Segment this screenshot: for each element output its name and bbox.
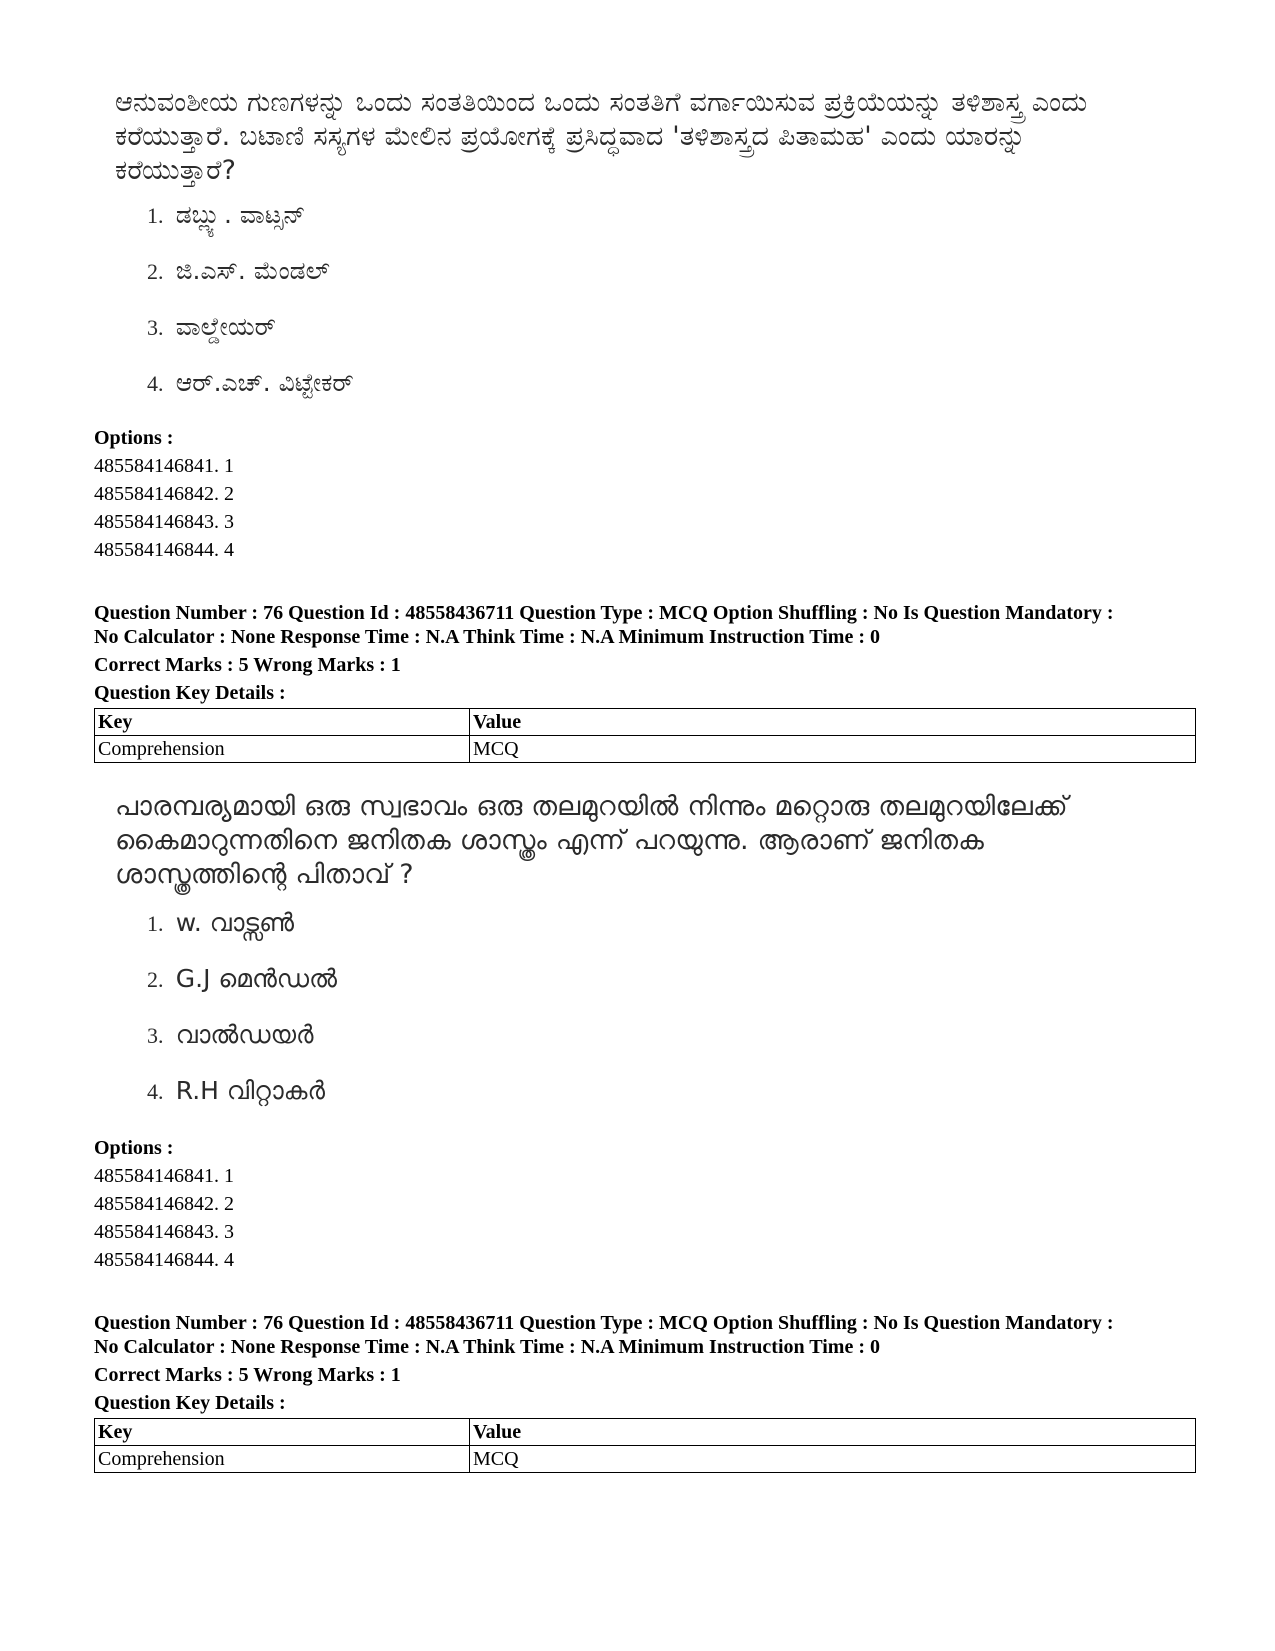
choice-text: w. വാട്സൺ bbox=[175, 908, 295, 937]
choice-number: 4. bbox=[147, 1079, 164, 1104]
table-cell-key: Comprehension bbox=[95, 1446, 470, 1473]
question-2-text: പാരമ്പര്യമായി ഒരു സ്വഭാവം ഒരു തലമുറയിൽ നിന്നും മറ്റൊരു തലമുറയിലേക്ക് കൈമാറുന്നതിനെ ജനിതക ശാസ്ത്രം എന്ന് പറയുന്നു. ആരാണ് ജനിതക ശാസ്ത്രത്തിന്റെ പിതാവ് ? bbox=[115, 791, 1068, 890]
question-2-choice-4 bbox=[147, 1076, 325, 1107]
key-details-label: Question Key Details : bbox=[94, 682, 286, 704]
option-item: 485584146842. 2 bbox=[94, 1193, 234, 1215]
question-1-choice-3 bbox=[147, 312, 276, 343]
choice-number: 3. bbox=[147, 1023, 164, 1048]
option-item: 485584146843. 3 bbox=[94, 1221, 234, 1243]
options-label: Options : bbox=[94, 427, 174, 449]
key-details-table bbox=[94, 708, 1196, 763]
key-details-label: Question Key Details : bbox=[94, 1392, 286, 1414]
table-header-key: Key bbox=[95, 1419, 470, 1446]
option-item: 485584146842. 2 bbox=[94, 483, 234, 505]
question-1-choice-2 bbox=[147, 256, 330, 287]
choice-number: 3. bbox=[147, 315, 164, 340]
option-item: 485584146841. 1 bbox=[94, 1165, 234, 1187]
question-1-choice-4 bbox=[147, 368, 354, 399]
options-label: Options : bbox=[94, 1137, 174, 1159]
table-cell-value: MCQ bbox=[470, 1446, 1196, 1473]
table-row bbox=[95, 1446, 1196, 1473]
table-header-value: Value bbox=[470, 1419, 1196, 1446]
marks-line: Correct Marks : 5 Wrong Marks : 1 bbox=[94, 1364, 401, 1386]
choice-text: വാൽഡയർ bbox=[175, 1020, 314, 1049]
choice-number: 2. bbox=[147, 967, 164, 992]
question-1-choice-1 bbox=[147, 200, 305, 231]
question-meta-line-2: No Calculator : None Response Time : N.A Think Time : N.A Minimum Instruction Time : 0 bbox=[94, 1336, 880, 1358]
option-item: 485584146844. 4 bbox=[94, 1249, 234, 1271]
table-cell-key: Comprehension bbox=[95, 736, 470, 763]
question-2-choice-1 bbox=[147, 908, 294, 939]
table-header-row bbox=[95, 709, 1196, 736]
question-1-text: ಆನುವಂಶೀಯ ಗುಣಗಳನ್ನು ಒಂದು ಸಂತತಿಯಿಂದ ಒಂದು ಸಂತತಿಗೆ ವರ್ಗಾಯಿಸುವ ಪ್ರಕ್ರಿಯೆಯನ್ನು ತಳಿಶಾಸ್ತ್ರ ಎಂದು ಕರೆಯುತ್ತಾರೆ. ಬಟಾಣಿ ಸಸ್ಯಗಳ ಮೇಲಿನ ಪ್ರಯೋಗಕ್ಕೆ ಪ್ರಸಿದ್ಧವಾದ 'ತಳಿಶಾಸ್ತ್ರದ ಪಿತಾಮಹ' ಎಂದು ಯಾರನ್ನು ಕರೆಯುತ್ತಾರೆ? bbox=[115, 87, 1088, 186]
marks-line: Correct Marks : 5 Wrong Marks : 1 bbox=[94, 654, 401, 676]
option-item: 485584146844. 4 bbox=[94, 539, 234, 561]
choice-number: 2. bbox=[147, 259, 164, 284]
table-row bbox=[95, 736, 1196, 763]
choice-text: ಡಬ್ಲ್ಯು. ವಾಟ್ಸನ್ bbox=[175, 200, 306, 229]
choice-text: R.H വിറ്റാകർ bbox=[175, 1076, 325, 1105]
option-item: 485584146843. 3 bbox=[94, 511, 234, 533]
choice-text: ಜಿ.ಎಸ್. ಮೆಂಡಲ್ bbox=[175, 256, 330, 285]
table-header-key: Key bbox=[95, 709, 470, 736]
table-header-value: Value bbox=[470, 709, 1196, 736]
question-2-choice-3 bbox=[147, 1020, 314, 1051]
choice-number: 1. bbox=[147, 203, 164, 228]
choice-text: ವಾಲ್ಡೇಯರ್ bbox=[175, 312, 276, 341]
question-meta-line-2: No Calculator : None Response Time : N.A Think Time : N.A Minimum Instruction Time : 0 bbox=[94, 626, 880, 648]
question-meta-line-1: Question Number : 76 Question Id : 48558436711 Question Type : MCQ Option Shuffling : No Is Question Mandatory : bbox=[94, 1312, 1114, 1334]
choice-number: 4. bbox=[147, 371, 164, 396]
table-header-row bbox=[95, 1419, 1196, 1446]
question-2-choice-2 bbox=[147, 964, 337, 995]
option-item: 485584146841. 1 bbox=[94, 455, 234, 477]
question-meta-line-1: Question Number : 76 Question Id : 48558436711 Question Type : MCQ Option Shuffling : No Is Question Mandatory : bbox=[94, 602, 1114, 624]
choice-number: 1. bbox=[147, 911, 164, 936]
key-details-table bbox=[94, 1418, 1196, 1473]
choice-text: G.J മെൻഡൽ bbox=[175, 964, 337, 993]
table-cell-value: MCQ bbox=[470, 736, 1196, 763]
choice-text: ಆರ್.ಎಚ್. ವಿಟ್ಟೇಕರ್ bbox=[175, 368, 354, 397]
